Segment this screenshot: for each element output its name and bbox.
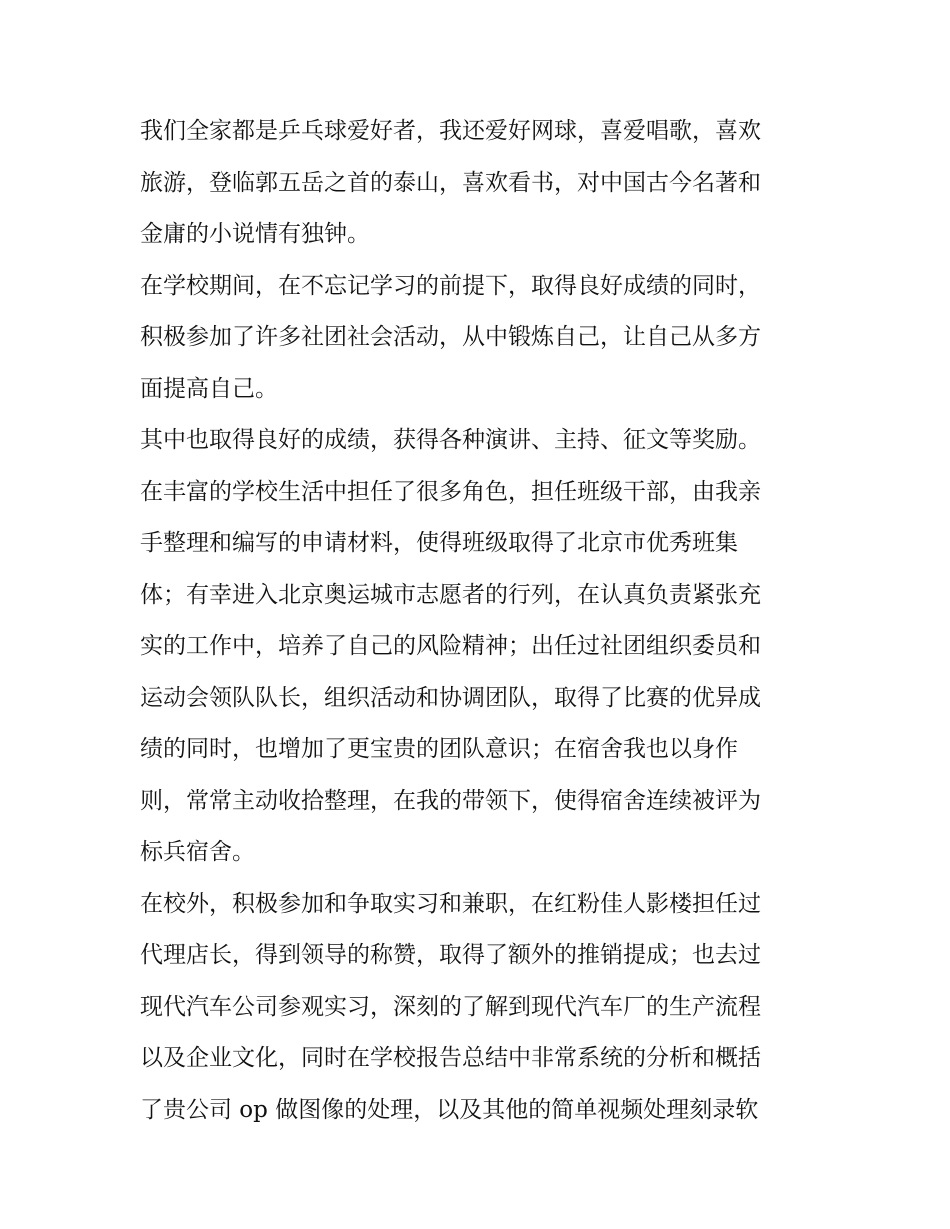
text-line: 现代汽车公司参观实习，深刻的了解到现代汽车厂的生产流程 <box>140 993 761 1020</box>
text-line: 则，常常主动收拾整理，在我的带领下，使得宿舍连续被评为 <box>140 787 761 814</box>
text-line: 旅游，登临郭五岳之首的泰山，喜欢看书，对中国古今名著和 <box>140 169 761 196</box>
text-line: 其中也取得良好的成绩，获得各种演讲、主持、征文等奖励。 <box>140 427 761 453</box>
text-line: 面提高自己。 <box>140 375 278 402</box>
text-line: 在丰富的学校生活中担任了很多角色，担任班级干部，由我亲 <box>140 478 761 505</box>
document-body <box>140 106 820 1136</box>
text-line: 在校外，积极参加和争取实习和兼职，在红粉佳人影楼担任过 <box>140 890 761 917</box>
text-line: 手整理和编写的申请材料，使得班级取得了北京市优秀班集 <box>140 530 738 556</box>
text-line: 以及企业文化，同时在学校报告总结中非常系统的分析和概括 <box>140 1045 761 1071</box>
text-line: 在学校期间，在不忘记学习的前提下，取得良好成绩的同时， <box>140 272 761 299</box>
text-line: 标兵宿舍。 <box>140 839 255 865</box>
text-line: 实的工作中，培养了自己的风险精神；出任过社团组织委员和 <box>140 633 761 659</box>
text-line: 金庸的小说情有独钟。 <box>140 221 370 247</box>
text-line: 了贵公司 op 做图像的处理，以及其他的简单视频处理刻录软 <box>140 1096 759 1123</box>
text-line: 积极参加了许多社团社会活动，从中锻炼自己，让自己从多方 <box>140 324 761 350</box>
text-line: 我们全家都是乒乓球爱好者，我还爱好网球，喜爱唱歌，喜欢 <box>140 118 761 144</box>
text-line: 运动会领队队长，组织活动和协调团队，取得了比赛的优异成 <box>140 684 761 711</box>
text-line: 代理店长，得到领导的称赞，取得了额外的推销提成；也去过 <box>140 942 761 968</box>
text-line: 绩的同时，也增加了更宝贵的团队意识；在宿舍我也以身作 <box>140 736 738 762</box>
text-line: 体；有幸进入北京奥运城市志愿者的行列，在认真负责紧张充 <box>140 581 761 608</box>
